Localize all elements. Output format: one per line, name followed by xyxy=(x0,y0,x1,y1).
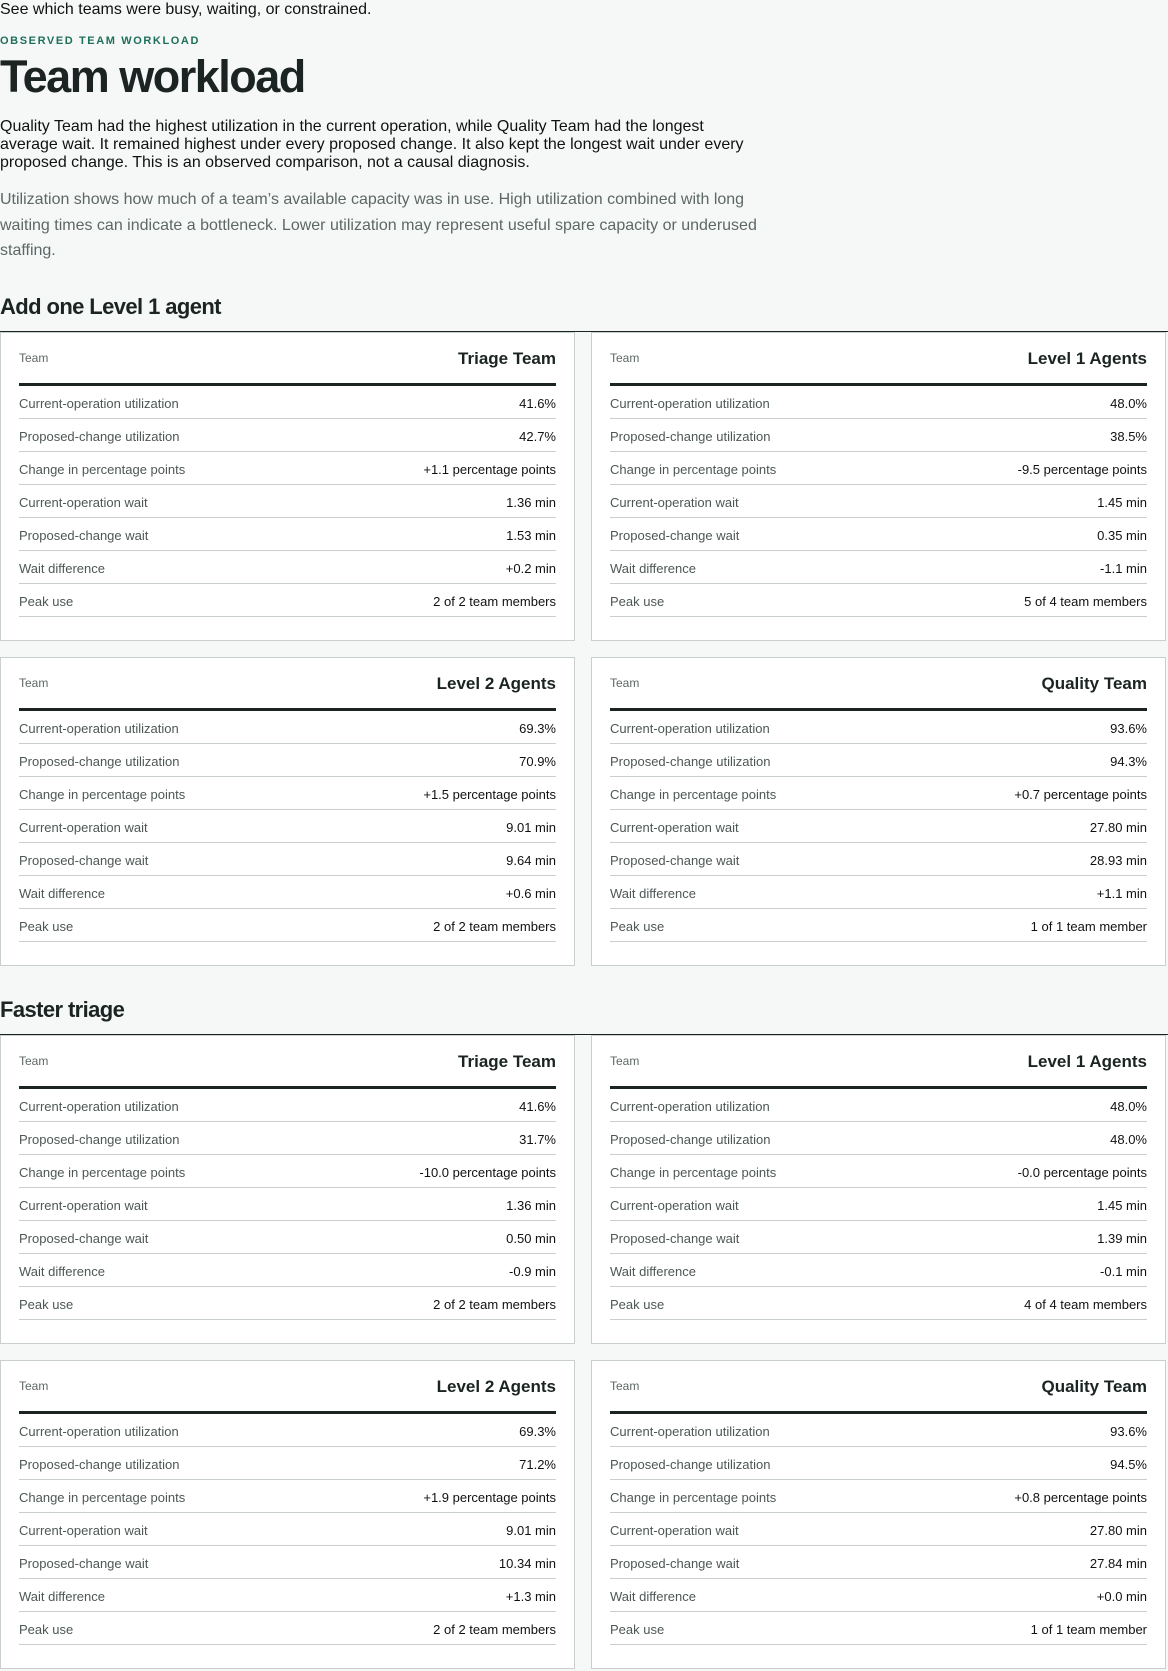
metric-value: 1.45 min xyxy=(1097,1198,1147,1213)
metric-row-cur-wait xyxy=(19,810,556,843)
metric-value: 38.5% xyxy=(1110,429,1147,444)
metric-value: 2 of 2 team members xyxy=(433,594,556,609)
metric-value: +0.7 percentage points xyxy=(1014,787,1147,802)
metric-label: Current-operation wait xyxy=(19,1523,148,1538)
metric-row-prop-util xyxy=(19,1122,556,1155)
metric-value: 28.93 min xyxy=(1089,853,1147,868)
metric-label: Wait difference xyxy=(19,886,105,901)
team-column-label: Team xyxy=(610,1379,640,1393)
metric-value: 9.64 min xyxy=(506,853,556,868)
metric-row-wait-diff xyxy=(610,876,1147,909)
card-header xyxy=(610,658,1147,711)
team-card-level-1-agents xyxy=(591,1035,1166,1344)
metric-row-prop-wait xyxy=(19,518,556,551)
metric-label: Proposed-change wait xyxy=(19,1231,149,1246)
team-name: Quality Team xyxy=(1041,1377,1147,1396)
card-header xyxy=(610,1361,1147,1414)
metric-value: 1 of 1 team member xyxy=(1030,919,1147,934)
metric-label: Change in percentage points xyxy=(19,462,186,477)
metric-row-change-pp xyxy=(610,1480,1147,1513)
metric-value: 0.50 min xyxy=(506,1231,556,1246)
section-title-faster-triage: Faster triage xyxy=(0,997,125,1022)
metric-label: Current-operation utilization xyxy=(610,396,770,411)
metric-label: Current-operation utilization xyxy=(19,1099,179,1114)
metric-row-change-pp xyxy=(19,1155,556,1188)
metric-row-cur-wait xyxy=(19,485,556,518)
metric-value: 27.80 min xyxy=(1089,1523,1147,1538)
metric-label: Proposed-change wait xyxy=(19,1556,149,1571)
metric-label: Proposed-change utilization xyxy=(19,429,180,444)
metric-row-cur-wait xyxy=(610,485,1147,518)
metric-value: 27.80 min xyxy=(1089,820,1147,835)
team-card-triage-team xyxy=(0,1035,575,1344)
metric-value: 1 of 1 team member xyxy=(1030,1622,1147,1637)
metric-label: Proposed-change wait xyxy=(19,853,149,868)
metric-row-change-pp xyxy=(19,777,556,810)
metric-row-peak xyxy=(610,584,1147,617)
metric-row-wait-diff xyxy=(610,1579,1147,1612)
metric-label: Change in percentage points xyxy=(610,1490,777,1505)
metric-value: +1.5 percentage points xyxy=(423,787,556,802)
metric-row-peak xyxy=(610,1612,1147,1645)
metric-label: Current-operation utilization xyxy=(610,1099,770,1114)
metric-row-cur-util xyxy=(19,711,556,744)
team-card-level-2-agents xyxy=(0,1360,575,1669)
metric-row-change-pp xyxy=(19,452,556,485)
metric-label: Proposed-change utilization xyxy=(19,1457,180,1472)
metric-label: Change in percentage points xyxy=(610,462,777,477)
metric-value: +0.2 min xyxy=(505,561,556,576)
metric-row-wait-diff xyxy=(610,1254,1147,1287)
metric-value: 94.5% xyxy=(1110,1457,1147,1472)
team-name: Triage Team xyxy=(458,1052,556,1071)
metric-row-prop-util xyxy=(610,1447,1147,1480)
metric-value: 10.34 min xyxy=(498,1556,556,1571)
metric-row-prop-util xyxy=(610,744,1147,777)
page-intro: See which teams were busy, waiting, or constrained. xyxy=(0,1,372,18)
metric-label: Wait difference xyxy=(610,561,696,576)
team-name: Level 1 Agents xyxy=(1027,349,1147,368)
metric-value: +1.3 min xyxy=(505,1589,556,1604)
metric-value: 4 of 4 team members xyxy=(1024,1297,1147,1312)
metric-label: Peak use xyxy=(610,594,665,609)
card-header xyxy=(19,333,556,386)
team-column-label: Team xyxy=(610,351,640,365)
metric-label: Wait difference xyxy=(610,1264,696,1279)
metric-label: Current-operation utilization xyxy=(610,721,770,736)
metric-label: Peak use xyxy=(19,1297,74,1312)
metric-row-prop-wait xyxy=(19,1546,556,1579)
team-card-level-2-agents xyxy=(0,657,575,966)
team-column-label: Team xyxy=(19,676,49,690)
metric-label: Change in percentage points xyxy=(610,787,777,802)
metric-value: 48.0% xyxy=(1110,1132,1147,1147)
metric-label: Peak use xyxy=(19,594,74,609)
metric-row-cur-util xyxy=(610,711,1147,744)
metric-label: Wait difference xyxy=(19,1589,105,1604)
metric-row-cur-util xyxy=(19,1414,556,1447)
metric-value: 69.3% xyxy=(519,721,556,736)
metric-label: Peak use xyxy=(19,919,74,934)
metric-value: 41.6% xyxy=(519,396,556,411)
metric-label: Change in percentage points xyxy=(19,1165,186,1180)
metric-value: 1.36 min xyxy=(506,1198,556,1213)
card-header xyxy=(19,1361,556,1414)
metric-value: 70.9% xyxy=(519,754,556,769)
metric-value: -0.0 percentage points xyxy=(1017,1165,1147,1180)
metric-label: Current-operation wait xyxy=(610,1198,739,1213)
metric-row-wait-diff xyxy=(19,551,556,584)
metric-label: Proposed-change wait xyxy=(19,528,149,543)
metric-label: Wait difference xyxy=(19,1264,105,1279)
metric-value: +0.8 percentage points xyxy=(1014,1490,1147,1505)
metric-row-cur-wait xyxy=(610,1513,1147,1546)
team-name: Quality Team xyxy=(1041,674,1147,693)
metric-row-change-pp xyxy=(19,1480,556,1513)
metric-label: Current-operation utilization xyxy=(19,396,179,411)
metric-label: Peak use xyxy=(19,1622,74,1637)
team-column-label: Team xyxy=(610,676,640,690)
team-card-level-1-agents xyxy=(591,332,1166,641)
metric-value: +1.1 min xyxy=(1096,886,1147,901)
team-card-quality-team xyxy=(591,1360,1166,1669)
metric-value: -10.0 percentage points xyxy=(419,1165,556,1180)
metric-value: 2 of 2 team members xyxy=(433,1622,556,1637)
metric-value: 9.01 min xyxy=(506,820,556,835)
metric-row-prop-util xyxy=(610,419,1147,452)
team-column-label: Team xyxy=(19,351,49,365)
metric-row-prop-wait xyxy=(19,843,556,876)
metric-value: 5 of 4 team members xyxy=(1024,594,1147,609)
metric-value: 94.3% xyxy=(1110,754,1147,769)
metric-label: Change in percentage points xyxy=(19,1490,186,1505)
metric-value: 41.6% xyxy=(519,1099,556,1114)
team-column-label: Team xyxy=(610,1054,640,1068)
metric-row-peak xyxy=(19,909,556,942)
metric-value: -0.1 min xyxy=(1100,1264,1147,1279)
metric-row-wait-diff xyxy=(19,876,556,909)
metric-value: 93.6% xyxy=(1110,721,1147,736)
metric-label: Proposed-change utilization xyxy=(610,754,771,769)
metric-row-prop-util xyxy=(19,419,556,452)
metric-label: Proposed-change utilization xyxy=(610,429,771,444)
metric-row-wait-diff xyxy=(19,1254,556,1287)
card-header xyxy=(610,1036,1147,1089)
metric-row-prop-util xyxy=(19,1447,556,1480)
metric-row-change-pp xyxy=(610,452,1147,485)
card-header xyxy=(610,333,1147,386)
team-name: Level 2 Agents xyxy=(436,674,556,693)
metric-value: 1.45 min xyxy=(1097,495,1147,510)
metric-value: +1.9 percentage points xyxy=(423,1490,556,1505)
metric-label: Change in percentage points xyxy=(19,787,186,802)
team-name: Level 2 Agents xyxy=(436,1377,556,1396)
metric-value: 2 of 2 team members xyxy=(433,919,556,934)
metric-row-peak xyxy=(19,1612,556,1645)
metric-value: -9.5 percentage points xyxy=(1017,462,1147,477)
metric-label: Proposed-change utilization xyxy=(19,1132,180,1147)
metric-label: Peak use xyxy=(610,1622,665,1637)
metric-label: Current-operation wait xyxy=(19,495,148,510)
metric-label: Change in percentage points xyxy=(610,1165,777,1180)
metric-row-change-pp xyxy=(610,1155,1147,1188)
metric-value: 48.0% xyxy=(1110,1099,1147,1114)
metric-row-prop-util xyxy=(19,744,556,777)
metric-row-cur-util xyxy=(610,1414,1147,1447)
metric-label: Proposed-change wait xyxy=(610,1556,740,1571)
metric-label: Proposed-change wait xyxy=(610,853,740,868)
metric-value: 9.01 min xyxy=(506,1523,556,1538)
metric-row-prop-wait xyxy=(610,1221,1147,1254)
card-header xyxy=(19,658,556,711)
metric-value: 1.39 min xyxy=(1097,1231,1147,1246)
metric-value: 2 of 2 team members xyxy=(433,1297,556,1312)
metric-label: Wait difference xyxy=(610,886,696,901)
metric-row-cur-wait xyxy=(610,1188,1147,1221)
metric-value: +0.6 min xyxy=(505,886,556,901)
page-title: Team workload xyxy=(0,51,305,102)
metric-label: Current-operation utilization xyxy=(610,1424,770,1439)
metric-value: 93.6% xyxy=(1110,1424,1147,1439)
metric-label: Wait difference xyxy=(19,561,105,576)
summary-text: Quality Team had the highest utilization in the current operation, while Quality Team had the longest average wait. It remained highest under every proposed change. It also kept the longest wait under every proposed change. This is an observed comparison, not a causal diagnosis. xyxy=(0,118,744,171)
metric-row-change-pp xyxy=(610,777,1147,810)
team-column-label: Team xyxy=(19,1379,49,1393)
metric-value: -1.1 min xyxy=(1100,561,1147,576)
metric-label: Current-operation wait xyxy=(610,495,739,510)
metric-row-cur-util xyxy=(19,386,556,419)
metric-label: Proposed-change utilization xyxy=(19,754,180,769)
metric-label: Proposed-change wait xyxy=(610,1231,740,1246)
metric-row-cur-util xyxy=(610,1089,1147,1122)
metric-label: Current-operation wait xyxy=(610,1523,739,1538)
card-header xyxy=(19,1036,556,1089)
metric-label: Current-operation utilization xyxy=(19,721,179,736)
metric-label: Current-operation wait xyxy=(610,820,739,835)
metric-row-cur-util xyxy=(19,1089,556,1122)
metric-value: 1.53 min xyxy=(506,528,556,543)
metric-value: 71.2% xyxy=(519,1457,556,1472)
team-card-triage-team xyxy=(0,332,575,641)
metric-row-prop-wait xyxy=(19,1221,556,1254)
metric-label: Current-operation utilization xyxy=(19,1424,179,1439)
metric-value: -0.9 min xyxy=(509,1264,556,1279)
team-card-quality-team xyxy=(591,657,1166,966)
metric-value: 42.7% xyxy=(519,429,556,444)
metric-row-prop-wait xyxy=(610,1546,1147,1579)
eyebrow-label: OBSERVED TEAM WORKLOAD xyxy=(0,35,201,47)
metric-row-prop-wait xyxy=(610,518,1147,551)
metric-row-cur-wait xyxy=(19,1513,556,1546)
metric-label: Current-operation wait xyxy=(19,820,148,835)
metric-value: 48.0% xyxy=(1110,396,1147,411)
metric-label: Proposed-change utilization xyxy=(610,1457,771,1472)
metric-label: Peak use xyxy=(610,919,665,934)
metric-label: Wait difference xyxy=(610,1589,696,1604)
metric-value: 69.3% xyxy=(519,1424,556,1439)
metric-value: 31.7% xyxy=(519,1132,556,1147)
team-name: Triage Team xyxy=(458,349,556,368)
metric-row-peak xyxy=(610,909,1147,942)
metric-value: 27.84 min xyxy=(1089,1556,1147,1571)
metric-row-peak xyxy=(610,1287,1147,1320)
metric-row-wait-diff xyxy=(610,551,1147,584)
metric-row-cur-util xyxy=(610,386,1147,419)
metric-label: Current-operation wait xyxy=(19,1198,148,1213)
metric-row-prop-wait xyxy=(610,843,1147,876)
metric-label: Proposed-change wait xyxy=(610,528,740,543)
team-name: Level 1 Agents xyxy=(1027,1052,1147,1071)
metric-row-prop-util xyxy=(610,1122,1147,1155)
metric-row-peak xyxy=(19,1287,556,1320)
metric-row-wait-diff xyxy=(19,1579,556,1612)
metric-value: +1.1 percentage points xyxy=(423,462,556,477)
metric-value: 1.36 min xyxy=(506,495,556,510)
section-title-add-level-1: Add one Level 1 agent xyxy=(0,294,221,319)
metric-label: Peak use xyxy=(610,1297,665,1312)
utilization-explanation: Utilization shows how much of a team’s available capacity was in use. High utilization combined with long waiting times can indicate a bottleneck. Lower utilization may represent useful spare capacity or underused staffing. xyxy=(0,191,757,259)
metric-row-peak xyxy=(19,584,556,617)
metric-label: Proposed-change utilization xyxy=(610,1132,771,1147)
metric-row-cur-wait xyxy=(610,810,1147,843)
team-column-label: Team xyxy=(19,1054,49,1068)
metric-value: +0.0 min xyxy=(1096,1589,1147,1604)
metric-row-cur-wait xyxy=(19,1188,556,1221)
metric-value: 0.35 min xyxy=(1097,528,1147,543)
